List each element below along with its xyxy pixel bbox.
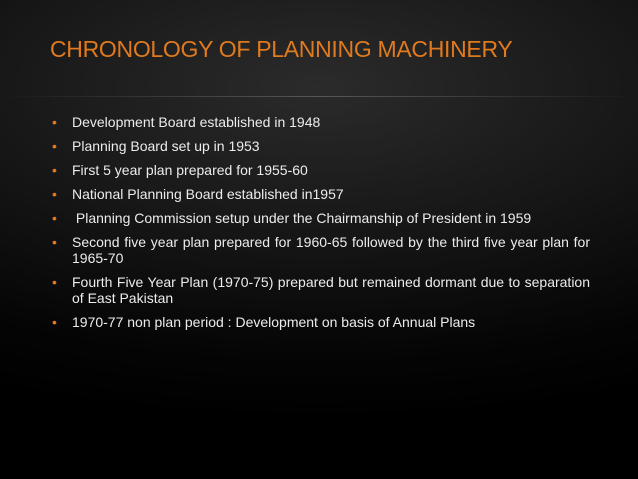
bullet-item-6 <box>52 234 590 266</box>
bullet-item-8 <box>52 314 590 330</box>
bullet-item-3 <box>52 162 590 178</box>
bullet-text: Second five year plan prepared for 1960-65 followed by the third five year plan for 1965-70 <box>72 234 590 266</box>
bullet-marker: • <box>52 114 57 130</box>
bullet-text: First 5 year plan prepared for 1955-60 <box>72 162 308 178</box>
bullet-marker: • <box>52 314 57 330</box>
bullet-item-4 <box>52 186 590 202</box>
bullet-text: Planning Board set up in 1953 <box>72 138 260 154</box>
bullet-text: 1970-77 non plan period : Development on basis of Annual Plans <box>72 314 476 330</box>
bullet-marker: • <box>52 234 57 250</box>
bullet-text: Planning Commission setup under the Chairmanship of President in 1959 <box>72 210 532 226</box>
bullet-marker: • <box>52 274 57 290</box>
bullet-item-1 <box>52 114 590 130</box>
bullet-marker: • <box>52 138 57 154</box>
bullet-item-5 <box>52 210 590 226</box>
bullet-text: Fourth Five Year Plan (1970-75) prepared but remained dormant due to separation of East Pakistan <box>72 274 590 306</box>
bullet-text: Development Board established in 1948 <box>72 114 321 130</box>
bullet-marker: • <box>52 186 57 202</box>
bullet-text: National Planning Board established in1957 <box>72 186 344 202</box>
slide-title: CHRONOLOGY OF PLANNING MACHINERY <box>50 36 513 62</box>
title-divider <box>0 96 638 97</box>
bullet-item-7 <box>52 274 590 306</box>
bullet-item-2 <box>52 138 590 154</box>
bullet-list <box>52 114 590 338</box>
bullet-marker: • <box>52 162 57 178</box>
bullet-marker: • <box>52 210 57 226</box>
